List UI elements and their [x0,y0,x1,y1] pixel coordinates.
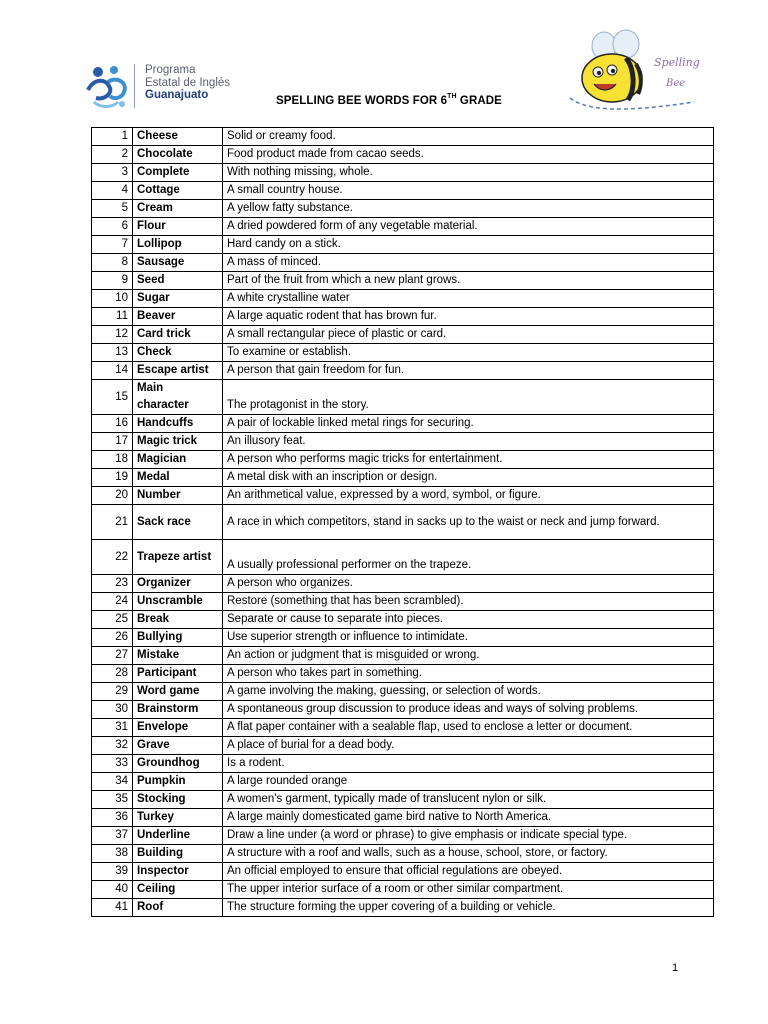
title-superscript: TH [447,93,457,100]
programa-estatal-logo [84,60,254,112]
table-row [92,164,714,182]
spelling-bee-logo [568,28,700,114]
word-number: 10 [92,290,133,308]
definition-cell: A person that gain freedom for fun. [223,362,714,380]
word-cell: Trapeze artist [133,540,223,575]
table-row [92,308,714,326]
word-cell: Brainstorm [133,701,223,719]
word-number: 26 [92,629,133,647]
definition-cell: Use superior strength or influence to intimidate. [223,629,714,647]
definition-cell: A mass of minced. [223,254,714,272]
word-number: 37 [92,827,133,845]
word-number: 25 [92,611,133,629]
word-cell: Medal [133,469,223,487]
word-number: 35 [92,791,133,809]
definition-cell: A game involving the making, guessing, or selection of words. [223,683,714,701]
definition-cell: To examine or establish. [223,344,714,362]
word-number: 32 [92,737,133,755]
definition-cell: A women's garment, typically made of translucent nylon or silk. [223,791,714,809]
word-number: 40 [92,881,133,899]
definition-cell: Solid or creamy food. [223,128,714,146]
word-cell: Sugar [133,290,223,308]
definition-cell: A place of burial for a dead body. [223,737,714,755]
bee-logo-text-1: Spelling [654,56,700,69]
definition-cell: With nothing missing, whole. [223,164,714,182]
word-cell: Lollipop [133,236,223,254]
definition-cell: A person who takes part in something. [223,665,714,683]
table-row [92,326,714,344]
logo-line-2: Estatal de Inglés [145,76,231,89]
definition-cell: A race in which competitors, stand in sacks up to the waist or neck and jump forward. [223,505,714,540]
word-cell: Seed [133,272,223,290]
word-cell: Bullying [133,629,223,647]
word-cell: Turkey [133,809,223,827]
word-cell: Chocolate [133,146,223,164]
table-row [92,344,714,362]
table-row [92,380,714,415]
programa-logo-icon [84,60,132,112]
word-number: 41 [92,899,133,917]
definition-cell: Is a rodent. [223,755,714,773]
definition-cell: Hard candy on a stick. [223,236,714,254]
word-cell: Beaver [133,308,223,326]
definition-cell: A white crystalline water [223,290,714,308]
word-cell: Roof [133,899,223,917]
word-cell: Escape artist [133,362,223,380]
word-number: 29 [92,683,133,701]
word-number: 18 [92,451,133,469]
definition-cell: A small rectangular piece of plastic or card. [223,326,714,344]
definition-cell: An official employed to ensure that official regulations are obeyed. [223,863,714,881]
word-cell: Cottage [133,182,223,200]
definition-cell: A flat paper container with a sealable flap, used to enclose a letter or document. [223,719,714,737]
word-number: 22 [92,540,133,575]
definition-cell: An action or judgment that is misguided or wrong. [223,647,714,665]
table-row [92,451,714,469]
word-cell: Participant [133,665,223,683]
word-number: 11 [92,308,133,326]
definition-cell: A large rounded orange [223,773,714,791]
definition-cell: A yellow fatty substance. [223,200,714,218]
word-cell: Inspector [133,863,223,881]
word-cell: Underline [133,827,223,845]
definition-cell: Part of the fruit from which a new plant grows. [223,272,714,290]
table-row [92,647,714,665]
word-number: 12 [92,326,133,344]
word-number: 14 [92,362,133,380]
table-row [92,899,714,917]
word-number: 24 [92,593,133,611]
table-row [92,701,714,719]
table-row [92,593,714,611]
title-main: SPELLING BEE WORDS FOR 6 [276,95,448,107]
definition-cell: Food product made from cacao seeds. [223,146,714,164]
definition-cell: A structure with a roof and walls, such as a house, school, store, or factory. [223,845,714,863]
table-row [92,540,714,575]
word-cell: Sack race [133,505,223,540]
table-row [92,254,714,272]
word-cell: Grave [133,737,223,755]
page-number: 1 [672,962,679,974]
table-row [92,809,714,827]
bee-logo-text-2: Bee [666,78,686,89]
word-number: 4 [92,182,133,200]
table-row [92,845,714,863]
word-rows [92,128,714,917]
word-cell: Word game [133,683,223,701]
table-row [92,719,714,737]
definition-cell: A large mainly domesticated game bird native to North America. [223,809,714,827]
word-cell: Cream [133,200,223,218]
table-row [92,737,714,755]
word-cell: Stocking [133,791,223,809]
word-number: 28 [92,665,133,683]
table-row [92,791,714,809]
table-row [92,433,714,451]
word-cell: Ceiling [133,881,223,899]
table-row [92,272,714,290]
word-number: 2 [92,146,133,164]
word-cell: Groundhog [133,755,223,773]
definition-cell: A small country house. [223,182,714,200]
table-row [92,881,714,899]
word-number: 30 [92,701,133,719]
word-cell: Break [133,611,223,629]
word-number: 27 [92,647,133,665]
title-end: GRADE [456,95,502,107]
spelling-words-table [91,127,714,917]
word-cell: Main character [133,380,223,415]
word-cell: Magician [133,451,223,469]
logo-line-1: Programa [145,64,196,76]
word-number: 23 [92,575,133,593]
word-number: 33 [92,755,133,773]
word-number: 7 [92,236,133,254]
word-cell: Building [133,845,223,863]
table-row [92,146,714,164]
table-row [92,773,714,791]
word-cell: Cheese [133,128,223,146]
table-row [92,505,714,540]
definition-cell: A person who organizes. [223,575,714,593]
definition-cell: Separate or cause to separate into pieces. [223,611,714,629]
definition-cell: A large aquatic rodent that has brown fur. [223,308,714,326]
word-cell: Sausage [133,254,223,272]
word-cell: Pumpkin [133,773,223,791]
word-number: 9 [92,272,133,290]
table-row [92,575,714,593]
word-cell: Envelope [133,719,223,737]
definition-cell: Restore (something that has been scrambled). [223,593,714,611]
word-number: 38 [92,845,133,863]
table-row [92,469,714,487]
table-row [92,415,714,433]
word-number: 15 [92,380,133,415]
logo-line-3: Guanajuato [145,89,209,101]
word-cell: Unscramble [133,593,223,611]
table-row [92,827,714,845]
definition-cell: An illusory feat. [223,433,714,451]
word-number: 1 [92,128,133,146]
table-row [92,755,714,773]
page-title [276,93,502,107]
table-row [92,182,714,200]
word-cell: Card trick [133,326,223,344]
table-row [92,487,714,505]
word-number: 31 [92,719,133,737]
table-row [92,665,714,683]
definition-cell: A pair of lockable linked metal rings for securing. [223,415,714,433]
word-cell: Magic trick [133,433,223,451]
word-cell: Check [133,344,223,362]
word-cell: Mistake [133,647,223,665]
table-row [92,236,714,254]
definition-cell: The structure forming the upper covering of a building or vehicle. [223,899,714,917]
word-number: 21 [92,505,133,540]
definition-cell: A person who performs magic tricks for entertainment. [223,451,714,469]
table-row [92,362,714,380]
table-row [92,200,714,218]
definition-cell: Draw a line under (a word or phrase) to give emphasis or indicate special type. [223,827,714,845]
table-row [92,629,714,647]
table-row [92,128,714,146]
definition-cell: A metal disk with an inscription or design. [223,469,714,487]
definition-cell: A dried powdered form of any vegetable material. [223,218,714,236]
definition-cell: A spontaneous group discussion to produce ideas and ways of solving problems. [223,701,714,719]
word-number: 20 [92,487,133,505]
word-number: 17 [92,433,133,451]
word-cell: Handcuffs [133,415,223,433]
table-row [92,290,714,308]
table-row [92,218,714,236]
definition-cell: The protagonist in the story. [223,380,714,415]
word-number: 13 [92,344,133,362]
word-cell: Flour [133,218,223,236]
word-number: 6 [92,218,133,236]
word-cell: Organizer [133,575,223,593]
word-cell: Number [133,487,223,505]
definition-cell: The upper interior surface of a room or other similar compartment. [223,881,714,899]
word-number: 36 [92,809,133,827]
table-row [92,611,714,629]
word-number: 16 [92,415,133,433]
definition-cell: A usually professional performer on the trapeze. [223,540,714,575]
word-number: 19 [92,469,133,487]
logo-text [145,64,230,102]
word-number: 3 [92,164,133,182]
word-number: 34 [92,773,133,791]
definition-cell: An arithmetical value, expressed by a word, symbol, or figure. [223,487,714,505]
word-cell: Complete [133,164,223,182]
word-number: 8 [92,254,133,272]
logo-divider [134,64,135,108]
table-row [92,683,714,701]
table-row [92,863,714,881]
word-number: 39 [92,863,133,881]
word-number: 5 [92,200,133,218]
